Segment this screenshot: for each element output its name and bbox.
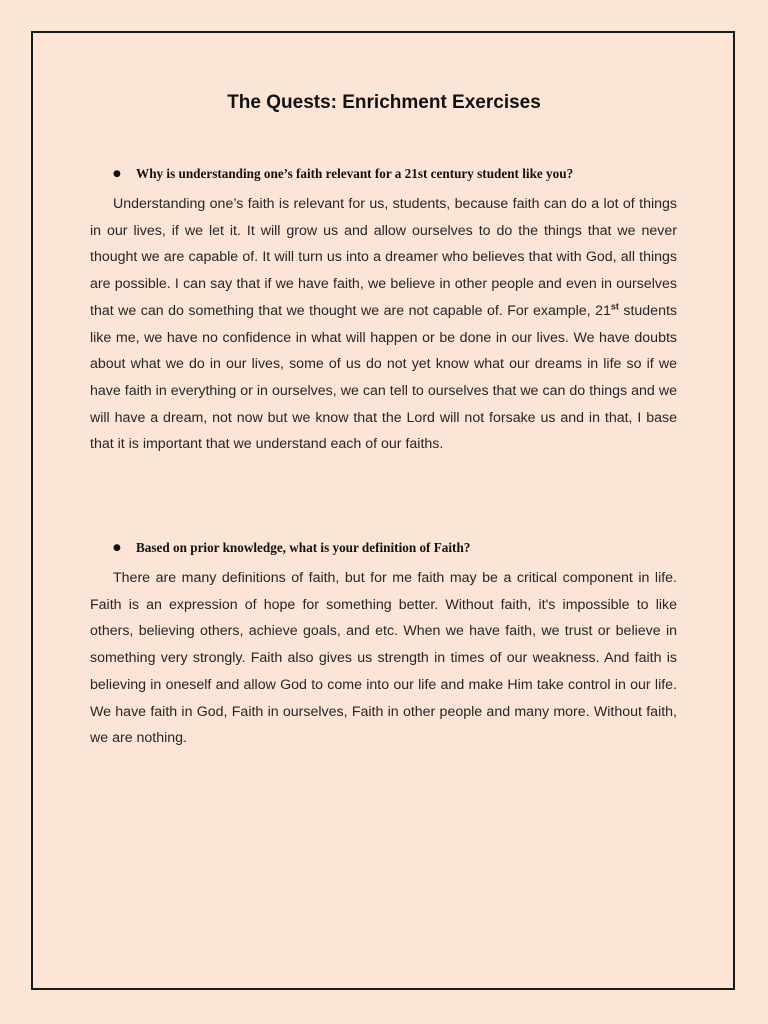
question-2 <box>113 540 693 556</box>
answer-1-superscript: st <box>610 301 619 312</box>
question-2-text: Based on prior knowledge, what is your definition of Faith? <box>136 540 471 555</box>
answer-2: There are many definitions of faith, but for me faith may be a critical component in life. Faith is an expression of hope for something better. Without faith, it's impossible to like others, believing others, achieve goals, and etc. When we have faith, we trust or believe in something very strongly. Faith also gives us strength in times of our weakness. And faith is believing in oneself and allow God to come into our life and make Him take control in our life. We have faith in God, Faith in ourselves, Faith in other people and many more. Without faith, we are nothing. <box>90 570 677 747</box>
question-1-text: Why is understanding one’s faith relevant for a 21st century student like you? <box>136 166 574 181</box>
answer-1 <box>90 191 677 458</box>
question-1 <box>113 166 693 182</box>
answer-1-text-part2: students like me, we have no confidence in what will happen or be done in our lives. We have doubts about what we do in our lives, some of us do not yet know what our dreams in life so if we have faith in everything or in ourselves, we can tell to ourselves that we can do things and we will have a dream, not now but we know that the Lord will not forsake us and in that, I base that it is important that we understand each of our faiths. <box>90 302 677 453</box>
page-title: The Quests: Enrichment Exercises <box>227 92 541 113</box>
bullet-icon: ● <box>113 543 121 553</box>
answer-1-text-part1: Understanding one’s faith is relevant for us, students, because faith can do a lot of things in our lives, if we let it. It will grow us and allow ourselves to do the things that we never thought we are capable of. It will turn us into a dreamer who believes that with God, all things are possible. I can say that if we have faith, we believe in other people and even in ourselves that we can do something that we thought we are not capable of. For example, 21 <box>90 196 677 319</box>
bullet-icon: ● <box>113 169 121 179</box>
